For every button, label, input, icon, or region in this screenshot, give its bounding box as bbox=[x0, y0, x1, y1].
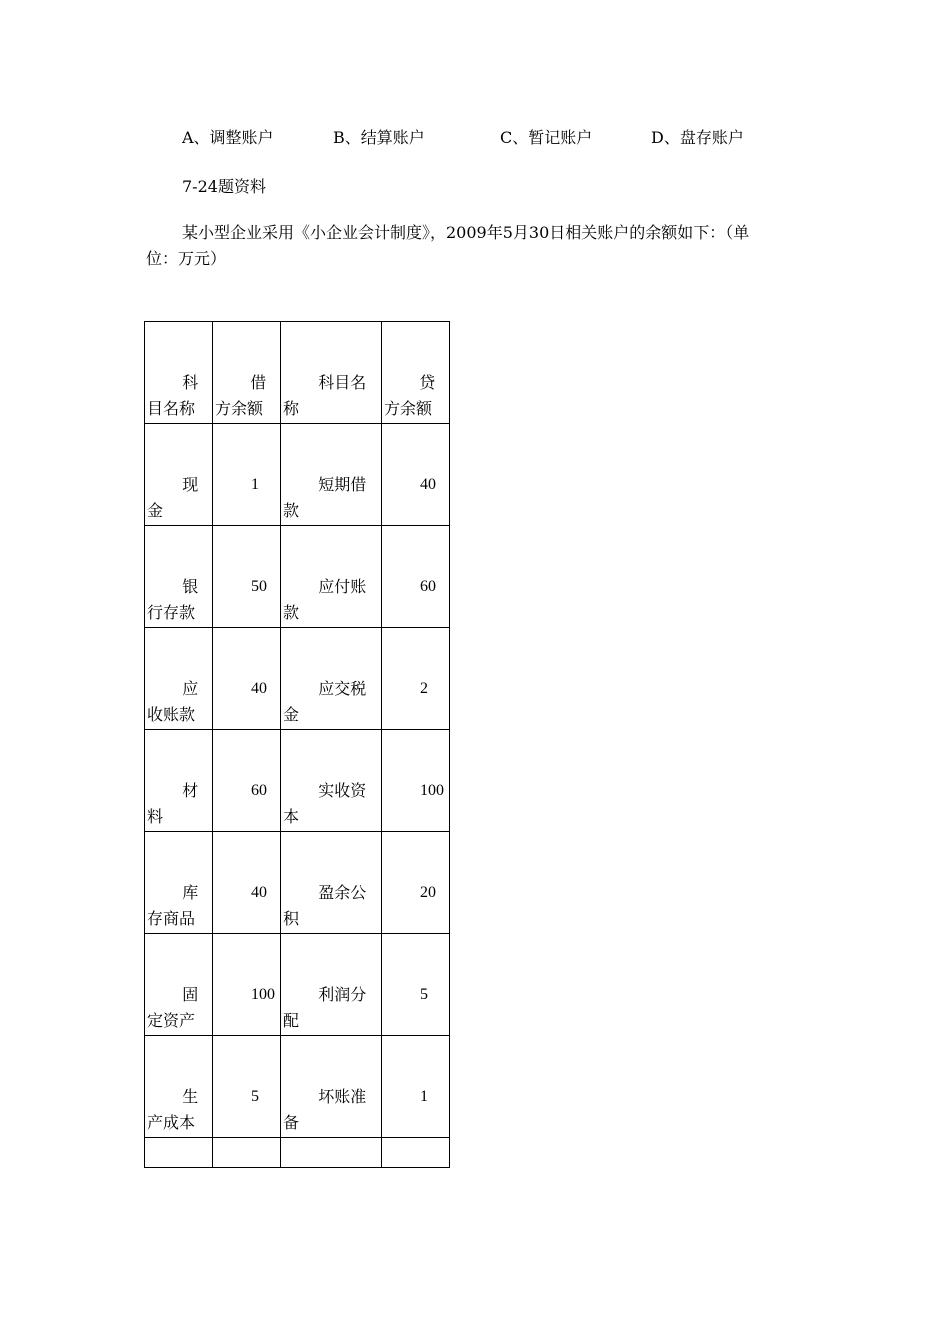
table-empty-row bbox=[145, 1138, 450, 1168]
credit-account-name: 短期借款 bbox=[283, 475, 367, 520]
header-credit-account: 科目名称 bbox=[283, 373, 367, 418]
table-row bbox=[145, 934, 450, 1036]
credit-balance-value: 5 bbox=[420, 986, 428, 1003]
intro-line-2: 位：万元） bbox=[146, 249, 227, 268]
table-row bbox=[145, 526, 450, 628]
debit-account-name: 生产成本 bbox=[147, 1087, 199, 1132]
table-cell bbox=[145, 628, 213, 730]
header-cell bbox=[213, 322, 281, 424]
table-cell bbox=[145, 730, 213, 832]
section-heading: 7-24题资料 bbox=[182, 177, 266, 196]
debit-balance-value: 40 bbox=[251, 884, 267, 901]
credit-account-name: 实收资本 bbox=[283, 781, 367, 826]
credit-balance-value: 2 bbox=[420, 680, 428, 697]
table-cell bbox=[213, 424, 281, 526]
credit-account-name: 坏账准备 bbox=[283, 1087, 367, 1132]
table-cell bbox=[281, 526, 382, 628]
table-cell bbox=[382, 1036, 450, 1138]
option-b: B、结算账户 bbox=[333, 128, 425, 147]
table-cell bbox=[213, 934, 281, 1036]
debit-balance-value: 60 bbox=[251, 782, 267, 799]
table-cell bbox=[145, 1036, 213, 1138]
table-row bbox=[145, 730, 450, 832]
header-cell bbox=[281, 322, 382, 424]
credit-account-name: 利润分配 bbox=[283, 985, 367, 1030]
table-cell bbox=[213, 1036, 281, 1138]
debit-account-name: 材料 bbox=[147, 781, 199, 826]
credit-balance-value: 100 bbox=[420, 782, 444, 799]
credit-balance-value: 1 bbox=[420, 1088, 428, 1105]
table-cell bbox=[382, 424, 450, 526]
table-cell bbox=[382, 934, 450, 1036]
credit-balance-value: 40 bbox=[420, 476, 436, 493]
debit-account-name: 应收账款 bbox=[147, 679, 199, 724]
table-row bbox=[145, 832, 450, 934]
header-cell bbox=[145, 322, 213, 424]
table-cell bbox=[213, 730, 281, 832]
debit-balance-value: 1 bbox=[251, 476, 259, 493]
credit-account-name: 应交税金 bbox=[283, 679, 367, 724]
credit-account-name: 应付账款 bbox=[283, 577, 367, 622]
table-cell bbox=[281, 730, 382, 832]
table-row bbox=[145, 1036, 450, 1138]
header-debit-balance: 借方余额 bbox=[215, 373, 267, 418]
table-cell bbox=[145, 934, 213, 1036]
debit-account-name: 现金 bbox=[147, 475, 199, 520]
credit-balance-value: 60 bbox=[420, 578, 436, 595]
option-d: D、盘存账户 bbox=[651, 128, 744, 147]
credit-account-name: 盈余公积 bbox=[283, 883, 367, 928]
debit-balance-value: 5 bbox=[251, 1088, 259, 1105]
table-cell bbox=[145, 1138, 213, 1168]
option-a: A、调整账户 bbox=[182, 128, 274, 147]
table-cell bbox=[281, 934, 382, 1036]
table-cell bbox=[281, 628, 382, 730]
table-cell bbox=[145, 424, 213, 526]
debit-account-name: 固定资产 bbox=[147, 985, 199, 1030]
table-cell bbox=[145, 526, 213, 628]
debit-account-name: 库存商品 bbox=[147, 883, 199, 928]
account-balance-table bbox=[144, 321, 450, 1168]
table-cell bbox=[382, 526, 450, 628]
debit-balance-value: 100 bbox=[251, 986, 275, 1003]
table-row bbox=[145, 424, 450, 526]
credit-balance-value: 20 bbox=[420, 884, 436, 901]
header-credit-balance: 贷方余额 bbox=[384, 373, 436, 418]
table-cell bbox=[281, 832, 382, 934]
table-cell bbox=[382, 1138, 450, 1168]
table-header-row bbox=[145, 322, 450, 424]
header-cell bbox=[382, 322, 450, 424]
table-cell bbox=[382, 730, 450, 832]
table-cell bbox=[145, 832, 213, 934]
header-debit-account: 科目名称 bbox=[147, 373, 199, 418]
option-c: C、暂记账户 bbox=[500, 128, 593, 147]
debit-balance-value: 40 bbox=[251, 680, 267, 697]
table-cell bbox=[213, 526, 281, 628]
table-row bbox=[145, 628, 450, 730]
table-cell bbox=[382, 832, 450, 934]
debit-balance-value: 50 bbox=[251, 578, 267, 595]
table-cell bbox=[281, 1138, 382, 1168]
table-cell bbox=[281, 1036, 382, 1138]
table-cell bbox=[213, 1138, 281, 1168]
debit-account-name: 银行存款 bbox=[147, 577, 199, 622]
table-cell bbox=[213, 628, 281, 730]
table-cell bbox=[382, 628, 450, 730]
table-cell bbox=[281, 424, 382, 526]
table-cell bbox=[213, 832, 281, 934]
intro-line-1: 某小型企业采用《小企业会计制度》，2009年5月30日相关账户的余额如下：（单 bbox=[182, 223, 750, 242]
